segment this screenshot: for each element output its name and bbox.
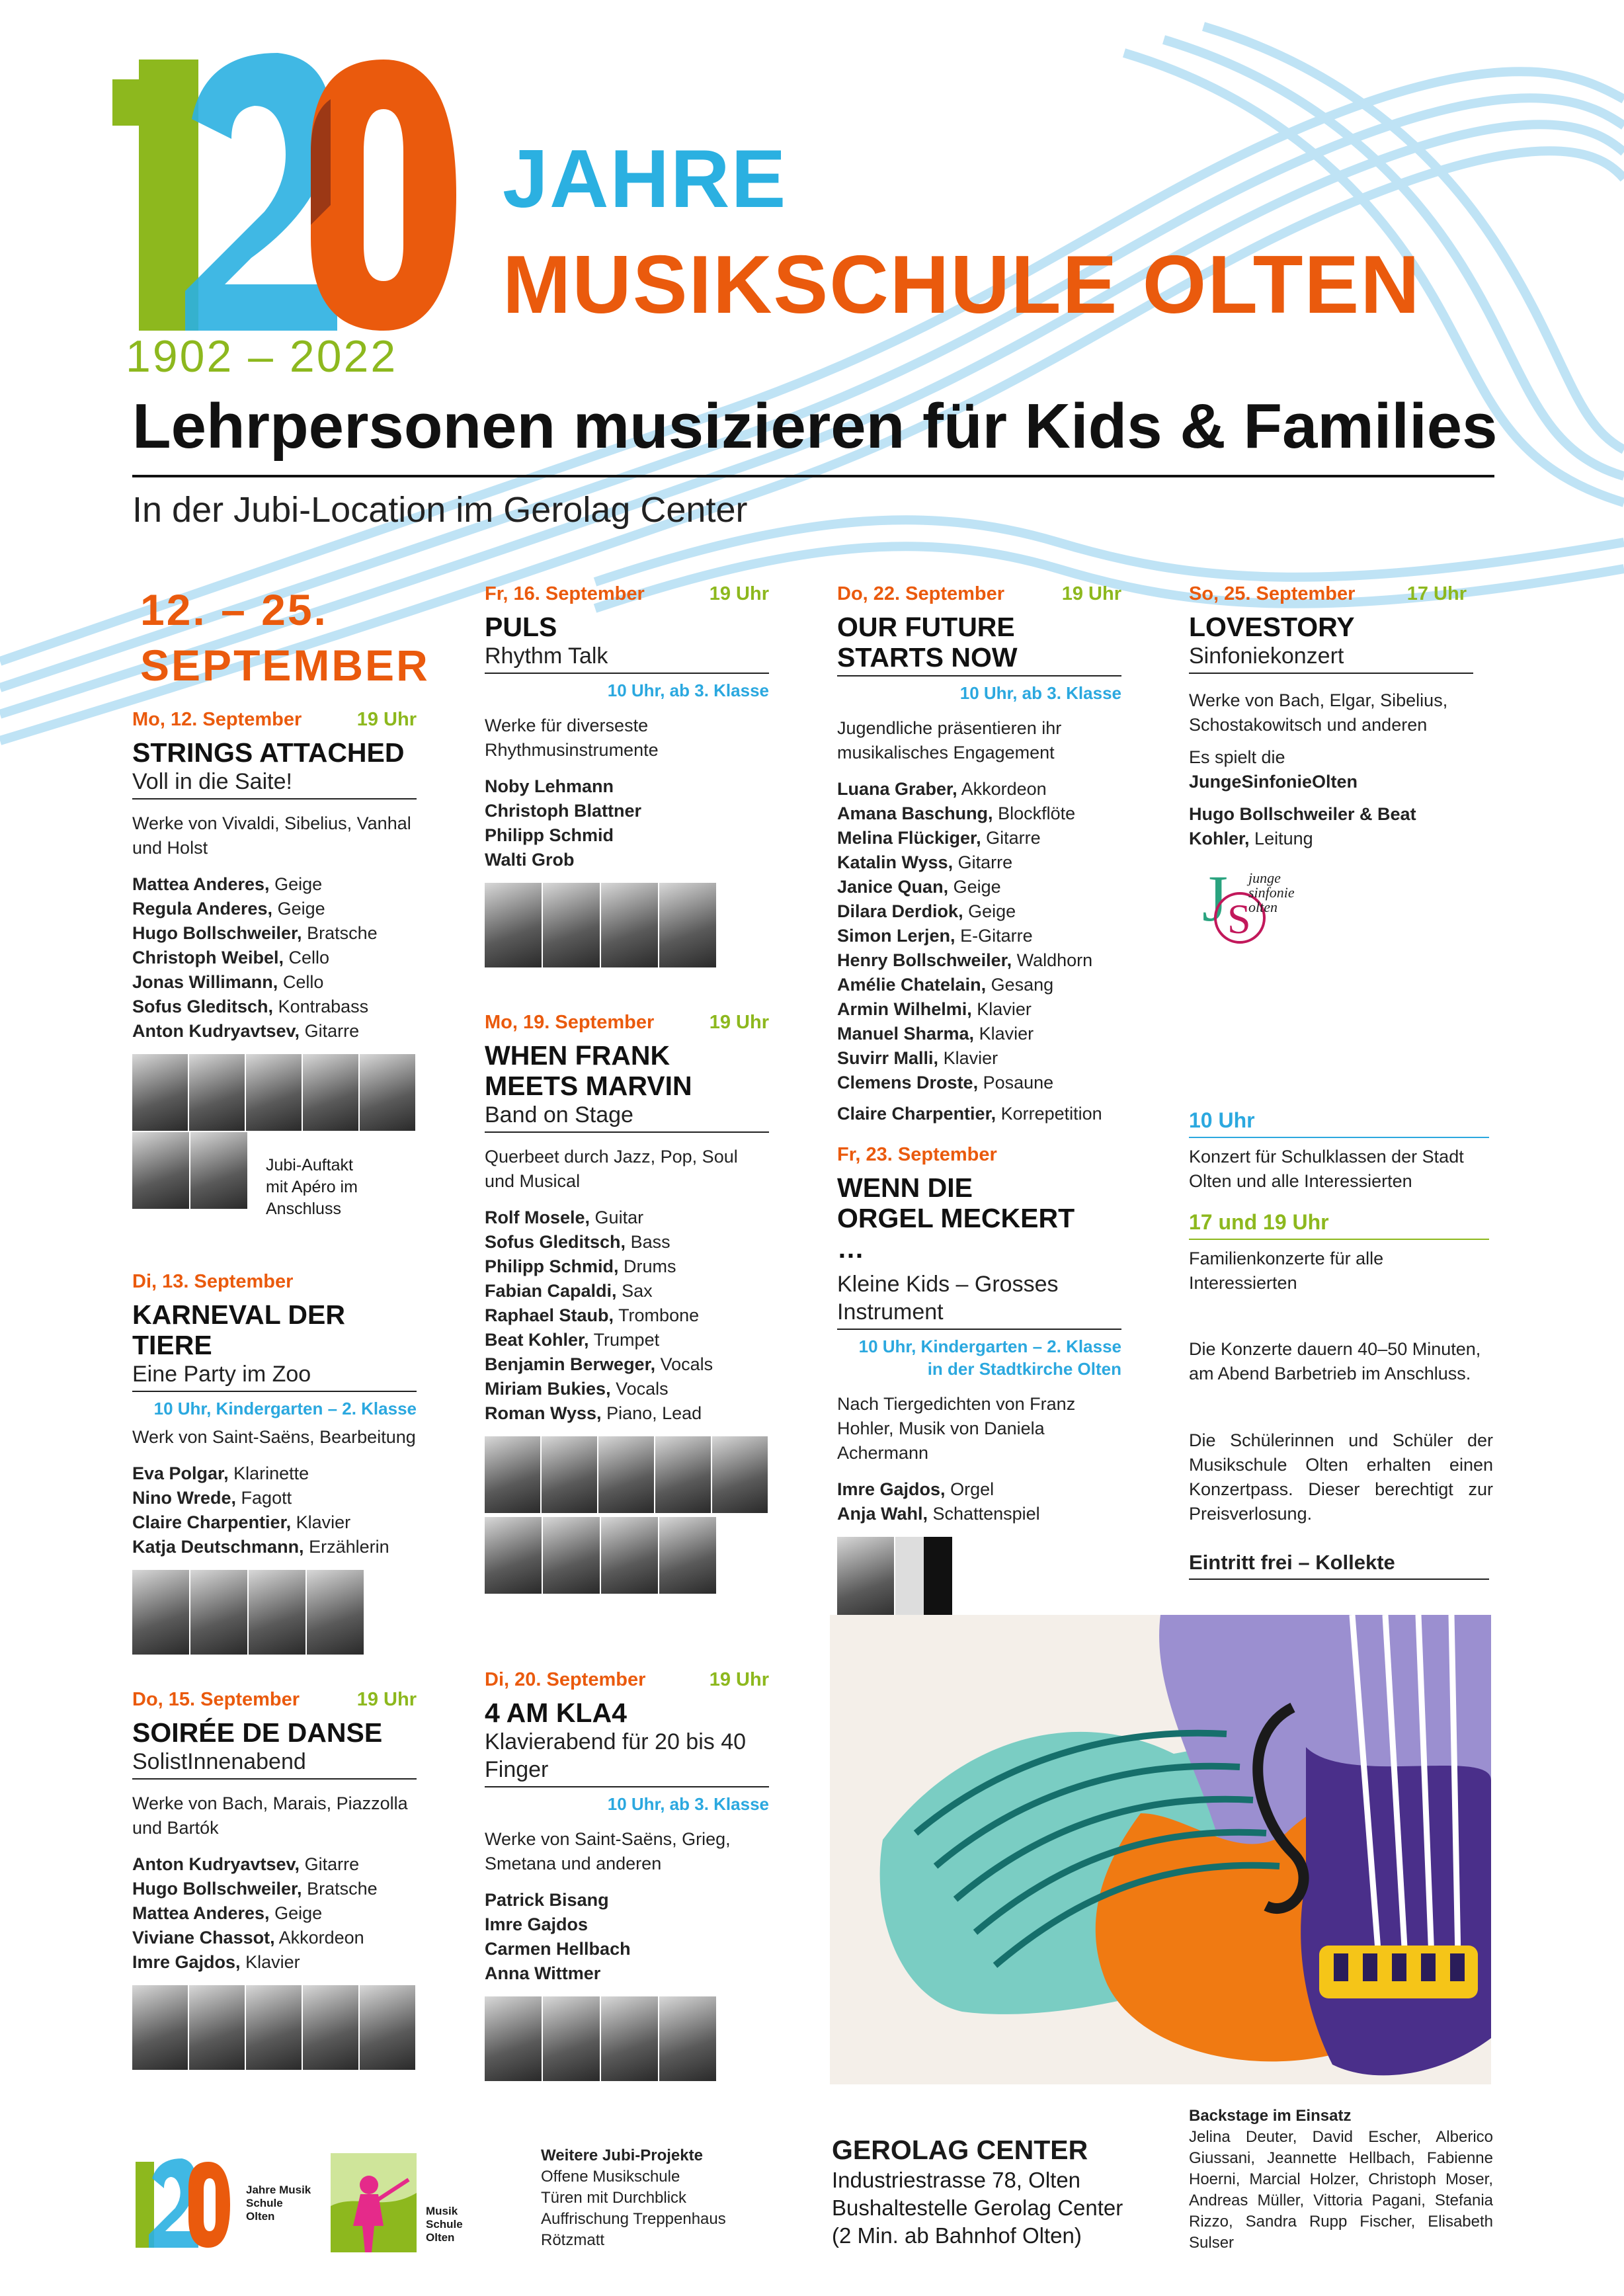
performer-role: Korrepetition <box>1000 1104 1102 1124</box>
conductor-role: Leitung <box>1254 829 1313 848</box>
event-time: 19 Uhr <box>709 583 769 604</box>
school-tag: 10 Uhr, Kindergarten – 2. Klasse <box>153 1399 417 1418</box>
performer <box>485 1279 769 1303</box>
performer <box>485 1352 769 1377</box>
event-strings-attached <box>132 709 417 1220</box>
performer-name: Anton Kudryavtsev, <box>132 1854 300 1874</box>
performer-role: Klavier <box>979 1024 1034 1044</box>
performer-name: Hugo Bollschweiler, <box>132 1879 302 1899</box>
event-subtitle: Band on Stage <box>485 1101 769 1133</box>
performer-role: Posaune <box>983 1073 1054 1092</box>
performer <box>837 997 1121 1022</box>
performer <box>837 948 1121 973</box>
performer-photo <box>543 1996 601 2081</box>
performer-role: Trombone <box>618 1305 700 1325</box>
performer-name: Jonas Willimann, <box>132 972 278 992</box>
info-family-concert <box>1189 1210 1489 1295</box>
event-wenn-die-orgel-meckert <box>837 1144 1121 1621</box>
shadow-puppet-photo <box>895 1537 954 1621</box>
backstage-names: Jelina Deuter, David Escher, Alberico Giussani, Jeannette Hellbach, Fabienne Hoerni, Marcial Holzer, Christoph Moser, Andreas Müller, Vittoria Pagani, Stefania Rizzo, Sandra Rupp Fischer, Elisabeth Sulser <box>1189 2128 1493 2252</box>
event-puls <box>485 583 769 967</box>
event-time: 19 Uhr <box>1061 583 1121 604</box>
anniversary-120-logo <box>112 53 456 337</box>
performer <box>485 1937 769 1961</box>
event-title: OUR FUTURE STARTS NOW <box>837 612 1121 676</box>
performer-role: E-Gitarre <box>960 926 1033 946</box>
orchestra-intro <box>1189 745 1480 794</box>
performer-photo <box>837 1537 895 1621</box>
performer <box>485 1254 769 1279</box>
performer-name: Claire Charpentier, <box>837 1104 996 1124</box>
performer <box>132 970 417 995</box>
event-day: So, 25. September <box>1189 583 1356 604</box>
performer-photo <box>303 1054 360 1131</box>
info-school-concert <box>1189 1108 1489 1194</box>
event-title: 4 AM KLA4 <box>485 1698 627 1728</box>
performer <box>485 1961 769 1986</box>
performer <box>837 899 1121 924</box>
event-description: Jugendliche präsentieren ihr musikalisches Engagement <box>837 718 1062 762</box>
performer-role: Bratsche <box>307 1879 378 1899</box>
performer-photo <box>189 1985 246 2070</box>
performer-name: Viviane Chassot, <box>132 1928 275 1948</box>
performer-name: Hugo Bollschweiler, <box>132 923 302 943</box>
performer-photo <box>655 1436 712 1513</box>
performer <box>837 1022 1121 1046</box>
performer-role: Cello <box>288 948 330 967</box>
event-time: 17 Uhr <box>1406 583 1467 604</box>
performer <box>837 973 1121 997</box>
event-title: LOVESTORY <box>1189 612 1355 642</box>
jahre-heading: JAHRE <box>503 134 788 225</box>
performer-list <box>485 1888 769 1986</box>
performer-name: Anja Wahl, <box>837 1504 928 1524</box>
performer-name: Christoph Blattner <box>485 801 642 821</box>
performer-photo <box>485 883 543 967</box>
performer-role: Klavier <box>943 1048 998 1068</box>
performer <box>485 1303 769 1328</box>
performer-list <box>485 1206 769 1426</box>
performer-name: Janice Quan, <box>837 877 949 897</box>
school-tag-line2: in der Stadtkirche Olten <box>927 1359 1121 1379</box>
event-subtitle: Eine Party im Zoo <box>132 1360 417 1392</box>
project-item: Offene Musikschule <box>541 2168 680 2186</box>
performer-name: Claire Charpentier, <box>132 1512 292 1532</box>
performer-photo <box>132 1985 189 2070</box>
footer-120-logo <box>126 2158 231 2251</box>
performer-photo <box>601 1517 659 1594</box>
performer-photo <box>360 1054 417 1131</box>
performer-photo <box>485 1517 543 1594</box>
performer-name: Benjamin Berweger, <box>485 1354 656 1374</box>
performer-name: Noby Lehmann <box>485 776 614 796</box>
conductor-names: Hugo Bollschweiler & Beat Kohler, <box>1189 804 1416 848</box>
performer-role: Fagott <box>241 1488 292 1508</box>
performer-name: Mattea Anderes, <box>132 1903 270 1923</box>
jso-logo: J S junge sinfonie olten <box>1189 866 1295 952</box>
event-time: 19 Uhr <box>356 1689 417 1710</box>
event-day: Do, 15. September <box>132 1689 300 1710</box>
performer-name: Manuel Sharma, <box>837 1024 975 1044</box>
plays-intro: Es spielt die <box>1189 747 1285 767</box>
performer <box>485 1328 769 1352</box>
performer-name: Philipp Schmid, <box>485 1256 619 1276</box>
performer <box>132 1510 417 1535</box>
performer-role: Gitarre <box>957 852 1013 872</box>
performer-name: Simon Lerjen, <box>837 926 955 946</box>
performer-photos <box>132 1570 417 1655</box>
event-title: WENN DIE ORGEL MECKERT … <box>837 1172 1075 1264</box>
performer-photos <box>837 1537 1121 1621</box>
performer-role: Gesang <box>991 975 1054 995</box>
performer <box>837 1477 1121 1502</box>
event-subtitle: Sinfoniekonzert <box>1189 642 1473 674</box>
school-tag <box>837 1335 1121 1380</box>
performer-name: Amana Baschung, <box>837 803 993 823</box>
performer-role: Drums <box>624 1256 676 1276</box>
venue-address: Industriestrasse 78, Olten <box>832 2168 1081 2192</box>
entry-info: Eintritt frei – Kollekte <box>1189 1550 1489 1580</box>
event-title: KARNEVAL DER TIERE <box>132 1299 345 1360</box>
performer-name: Christoph Weibel, <box>132 948 284 967</box>
performer-list <box>132 872 417 1044</box>
orchestra-name: JungeSinfonieOlten <box>1189 772 1358 792</box>
performer-photo <box>132 1132 190 1209</box>
info-time-10: 10 Uhr <box>1189 1108 1489 1138</box>
performer-role: Gitarre <box>304 1854 360 1874</box>
event-note: Jubi-Auftakt mit Apéro im Anschluss <box>266 1156 358 1218</box>
performer-photo <box>485 1436 542 1513</box>
performer-photos <box>485 883 769 967</box>
performer <box>485 1912 769 1937</box>
event-day: Fr, 16. September <box>485 583 645 604</box>
event-subtitle: Kleine Kids – Grosses Instrument <box>837 1270 1121 1330</box>
performer-role: Blockflöte <box>998 803 1076 823</box>
performer <box>837 875 1121 899</box>
event-description: Querbeet durch Jazz, Pop, Soul und Musical <box>485 1147 738 1191</box>
performer-role: Schattenspiel <box>932 1504 1040 1524</box>
further-projects <box>541 2145 759 2251</box>
performer-name: Eva Polgar, <box>132 1463 229 1483</box>
performer <box>132 1461 417 1486</box>
performer-name: Anton Kudryavtsev, <box>132 1021 300 1041</box>
event-description: Werke von Vivaldi, Sibelius, Vanhal und Holst <box>132 813 411 858</box>
date-range <box>140 582 430 693</box>
performer-name: Armin Wilhelmi, <box>837 999 972 1019</box>
event-description: Werke von Saint-Saëns, Grieg, Smetana und anderen <box>485 1829 731 1873</box>
performer-name: Regula Anderes, <box>132 899 273 919</box>
performer-name: Raphael Staub, <box>485 1305 614 1325</box>
performer-role: Geige <box>274 1903 323 1923</box>
performer-photo <box>360 1985 417 2070</box>
performer-photo <box>246 1054 303 1131</box>
performer <box>837 1502 1121 1526</box>
performer-photo <box>601 1996 659 2081</box>
performer-photos <box>485 1996 769 2081</box>
performer-photo <box>659 1517 717 1594</box>
page-title: Lehrpersonen musizieren für Kids & Families <box>132 391 1498 462</box>
performer <box>485 774 769 799</box>
performer-role: Gitarre <box>304 1021 360 1041</box>
school-tag-line1: 10 Uhr, Kindergarten – 2. Klasse <box>858 1336 1121 1356</box>
performer <box>132 995 417 1019</box>
performer <box>837 1071 1121 1095</box>
date-range-line1: 12. – 25. <box>140 585 328 634</box>
performer-name: Katalin Wyss, <box>837 852 954 872</box>
performer-name: Roman Wyss, <box>485 1403 602 1423</box>
performer-photo <box>249 1570 307 1655</box>
event-day: Mo, 19. September <box>485 1012 655 1033</box>
event-time: 19 Uhr <box>709 1012 769 1033</box>
venue-name: GEROLAG CENTER <box>832 2135 1088 2165</box>
performer-role: Geige <box>968 901 1016 921</box>
performer <box>132 897 417 921</box>
performer-name: Beat Kohler, <box>485 1330 589 1350</box>
performer <box>485 1401 769 1426</box>
performer <box>485 1888 769 1912</box>
performer <box>485 1206 769 1230</box>
performer-photos <box>132 1132 249 1209</box>
footer-logo2-text: Musik Schule Olten <box>426 2205 463 2244</box>
performer-photo <box>132 1054 189 1131</box>
backstage-credits <box>1189 2106 1493 2254</box>
venue-walk: (2 Min. ab Bahnhof Olten) <box>832 2223 1082 2248</box>
performer <box>485 1230 769 1254</box>
performer <box>132 1901 417 1926</box>
performer <box>132 921 417 946</box>
performer-role: Akkordeon <box>278 1928 364 1948</box>
school-tag: 10 Uhr, ab 3. Klasse <box>607 1794 769 1814</box>
performer <box>132 1019 417 1044</box>
performer-role: Vocals <box>660 1354 713 1374</box>
performer-role: Gitarre <box>986 828 1041 848</box>
conductors <box>1189 802 1480 851</box>
performer-role: Geige <box>274 874 323 894</box>
event-title: SOIRÉE DE DANSE <box>132 1717 383 1748</box>
event-day: Di, 20. September <box>485 1669 646 1690</box>
event-day: Di, 13. September <box>132 1271 294 1292</box>
performer-list <box>837 1477 1121 1526</box>
performer-name: Anna Wittmer <box>485 1963 601 1983</box>
info-text: Familienkonzerte für alle Interessierten <box>1189 1249 1384 1293</box>
title-divider <box>132 475 1494 477</box>
performer-photos <box>485 1517 769 1594</box>
performer-name: Suvirr Malli, <box>837 1048 939 1068</box>
event-description: Werke von Bach, Marais, Piazzolla und Bartók <box>132 1793 408 1838</box>
project-item: Auffrischung Treppenhaus <box>541 2210 726 2228</box>
anniversary-years: 1902 – 2022 <box>126 331 398 382</box>
info-duration: Die Konzerte dauern 40–50 Minuten, am Abend Barbetrieb im Anschluss. <box>1189 1339 1481 1383</box>
event-description: Werk von Saint-Saëns, Bearbeitung <box>132 1427 416 1447</box>
performer-photo <box>543 1517 601 1594</box>
performer-photo <box>307 1570 365 1655</box>
performer-name: Clemens Droste, <box>837 1073 979 1092</box>
event-title: PULS <box>485 612 557 642</box>
performer <box>837 850 1121 875</box>
performer-role: Sax <box>622 1281 653 1301</box>
performer-role: Bass <box>630 1232 670 1252</box>
event-karneval-der-tiere <box>132 1271 417 1655</box>
event-time: 19 Uhr <box>356 709 417 730</box>
performer-photo <box>485 1996 543 2081</box>
performer <box>837 801 1121 826</box>
performer-photos <box>485 1436 769 1513</box>
performer-role: Akkordeon <box>961 779 1047 799</box>
event-day: Mo, 12. September <box>132 709 302 730</box>
performer-role: Vocals <box>616 1379 669 1399</box>
performer-photo <box>712 1436 769 1513</box>
event-day: Fr, 23. September <box>837 1144 997 1165</box>
project-item: Rötzmatt <box>541 2231 605 2249</box>
performer-role: Geige <box>277 899 325 919</box>
performer-role: Klavier <box>296 1512 351 1532</box>
performer-role: Cello <box>282 972 324 992</box>
performer <box>485 823 769 848</box>
event-our-future-starts-now <box>837 583 1121 1126</box>
performer-name: Sofus Gleditsch, <box>132 997 274 1016</box>
performer-photo <box>132 1570 190 1655</box>
performer-name: Dilara Derdiok, <box>837 901 963 921</box>
performer-name: Imre Gajdos, <box>132 1952 241 1972</box>
performer <box>485 848 769 872</box>
event-description: Werke für diverseste Rhythmusinstrumente <box>485 716 659 760</box>
performer-role: Bratsche <box>307 923 378 943</box>
performer-photo <box>601 883 659 967</box>
event-title: WHEN FRANK MEETS MARVIN <box>485 1040 692 1101</box>
performer-name: Philipp Schmid <box>485 825 614 845</box>
performer-photo <box>659 1996 717 2081</box>
performer <box>132 872 417 897</box>
performer-name: Miriam Bukies, <box>485 1379 611 1399</box>
performer <box>837 777 1121 801</box>
performer-photo <box>303 1985 360 2070</box>
performer <box>132 1950 417 1975</box>
performer <box>837 826 1121 850</box>
date-range-line2: SEPTEMBER <box>140 641 430 690</box>
performer-photo <box>189 1054 246 1131</box>
performer-photo <box>542 1436 598 1513</box>
performer <box>837 924 1121 948</box>
performer-name: Henry Bollschweiler, <box>837 950 1012 970</box>
performer-role: Orgel <box>950 1479 995 1499</box>
performer-name: Rolf Mosele, <box>485 1208 590 1227</box>
performer-list <box>132 1852 417 1975</box>
performer-role: Erzählerin <box>309 1537 389 1557</box>
performer-name: Walti Grob <box>485 850 575 870</box>
event-soiree-de-danse <box>132 1689 417 2070</box>
event-title: STRINGS ATTACHED <box>132 737 405 768</box>
performer-photo <box>190 1132 249 1209</box>
performer <box>132 1486 417 1510</box>
performer-list <box>485 774 769 872</box>
event-subtitle: Klavierabend für 20 bis 40 Finger <box>485 1728 769 1787</box>
performer-name: Imre Gajdos, <box>837 1479 946 1499</box>
info-time-17-19: 17 und 19 Uhr <box>1189 1210 1489 1240</box>
event-4-am-kla4 <box>485 1669 769 2081</box>
footer-logo1-text: Jahre Musik Schule Olten <box>246 2184 311 2223</box>
event-subtitle: SolistInnenabend <box>132 1748 417 1780</box>
performer-name: Melina Flückiger, <box>837 828 981 848</box>
performer-name: Carmen Hellbach <box>485 1939 631 1959</box>
cello-painting <box>830 1615 1491 2084</box>
info-text: Konzert für Schulklassen der Stadt Olten und alle Interessierten <box>1189 1147 1464 1191</box>
performer <box>485 799 769 823</box>
performer-role: Waldhorn <box>1016 950 1093 970</box>
performer-name: Nino Wrede, <box>132 1488 237 1508</box>
venue-bus: Bushaltestelle Gerolag Center <box>832 2195 1123 2220</box>
performer <box>837 1102 1121 1126</box>
performer-role: Trumpet <box>593 1330 660 1350</box>
performer-photo <box>190 1570 249 1655</box>
performer-photos <box>132 1054 417 1131</box>
performer-photo <box>246 1985 303 2070</box>
performer <box>132 946 417 970</box>
event-when-frank-meets-marvin <box>485 1012 769 1594</box>
performer <box>837 1046 1121 1071</box>
performer-name: Mattea Anderes, <box>132 874 270 894</box>
performer-name: Amélie Chatelain, <box>837 975 987 995</box>
performer-photo <box>598 1436 655 1513</box>
performer <box>485 1377 769 1401</box>
performer-role: Piano, Lead <box>606 1403 702 1423</box>
performer-name: Luana Graber, <box>837 779 957 799</box>
performer-role: Kontrabass <box>278 997 369 1016</box>
performer-role: Geige <box>953 877 1001 897</box>
performer-role: Klavier <box>977 999 1032 1019</box>
school-tag: 10 Uhr, ab 3. Klasse <box>607 680 769 700</box>
info-pass: Die Schülerinnen und Schüler der Musikschule Olten erhalten einen Konzertpass. Dieser berechtigt zur Preisverlosung. <box>1189 1430 1493 1524</box>
event-time: 19 Uhr <box>709 1669 769 1690</box>
event-description: Nach Tiergedichten von Franz Hohler, Musik von Daniela Achermann <box>837 1394 1076 1463</box>
performer-list <box>837 777 1121 1126</box>
performer-list <box>132 1461 417 1559</box>
event-subtitle: Rhythm Talk <box>485 642 769 674</box>
project-item: Türen mit Durchblick <box>541 2189 687 2207</box>
performer-photo <box>659 883 717 967</box>
performer-name: Katja Deutschmann, <box>132 1537 304 1557</box>
performer-photos <box>132 1985 417 2070</box>
performer-role: Klavier <box>245 1952 300 1972</box>
performer-role: Klarinette <box>233 1463 309 1483</box>
backstage-title: Backstage im Einsatz <box>1189 2107 1352 2125</box>
performer-name: Imre Gajdos <box>485 1914 589 1934</box>
performer-name: Fabian Capaldi, <box>485 1281 617 1301</box>
musikschule-logo <box>331 2153 417 2252</box>
school-tag: 10 Uhr, ab 3. Klasse <box>959 683 1121 703</box>
further-projects-title: Weitere Jubi-Projekte <box>541 2147 703 2164</box>
performer-name: Patrick Bisang <box>485 1890 609 1910</box>
venue-block <box>832 2133 1189 2250</box>
event-subtitle: Voll in die Saite! <box>132 768 417 800</box>
jso-logo-text: junge sinfonie olten <box>1248 870 1295 915</box>
performer-photo <box>543 883 601 967</box>
musikschule-heading: MUSIKSCHULE OLTEN <box>503 239 1421 331</box>
event-lovestory <box>1189 583 1480 952</box>
performer-name: Sofus Gleditsch, <box>485 1232 626 1252</box>
event-description: Werke von Bach, Elgar, Sibelius, Schostakowitsch und anderen <box>1189 690 1448 735</box>
performer <box>132 1926 417 1950</box>
performer <box>132 1877 417 1901</box>
page-subtitle: In der Jubi-Location im Gerolag Center <box>132 490 748 530</box>
performer <box>132 1535 417 1559</box>
performer <box>132 1852 417 1877</box>
event-day: Do, 22. September <box>837 583 1005 604</box>
performer-role: Guitar <box>594 1208 644 1227</box>
